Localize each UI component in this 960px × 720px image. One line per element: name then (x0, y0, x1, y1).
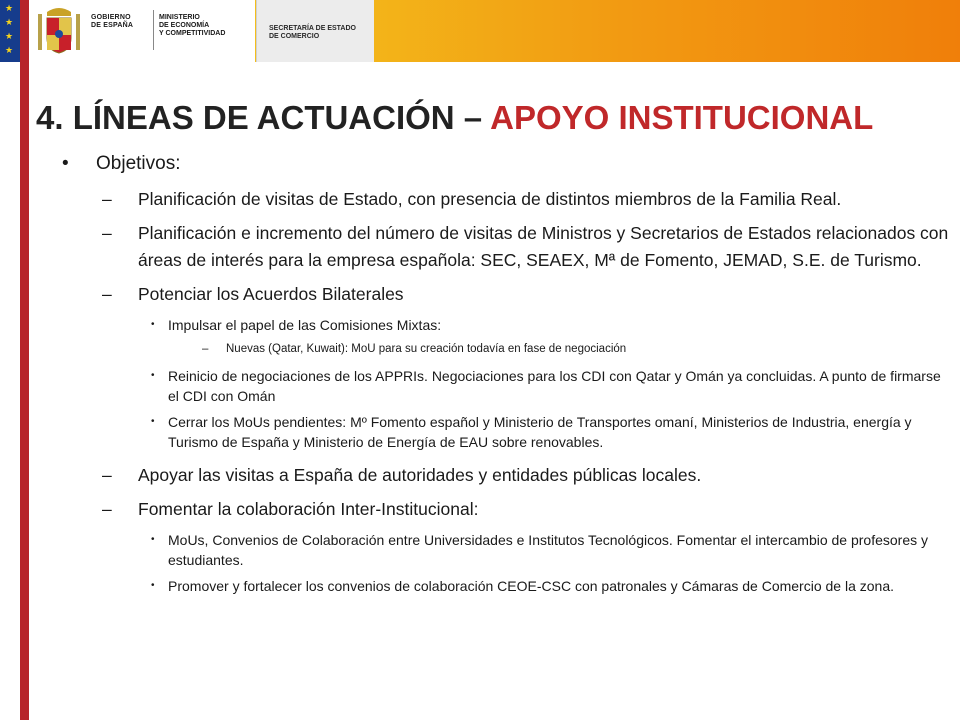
dash-icon: – (102, 499, 112, 519)
dash-icon: – (202, 343, 209, 355)
bullet-icon: • (151, 534, 155, 545)
eu-flag-strip (0, 0, 20, 62)
bullet-icon: • (62, 153, 69, 174)
eu-star-icon: ★ (5, 45, 14, 55)
list-item: • Promover y fortalecer los convenios de colaboración CEOE-CSC con patronales y Cámaras de Comercio de la zona. (151, 578, 895, 594)
eu-star-icon: ★ (5, 31, 14, 41)
list-item: – Fomentar la colaboración Inter-Institucional: (62, 496, 952, 523)
eu-star-icon: ★ (5, 17, 14, 27)
bullet-icon: • (151, 580, 155, 591)
list-item: – Nuevas (Qatar, Kuwait): MoU para su creación todavía en fase de negociación (62, 341, 952, 358)
list-item: • MoUs, Convenios de Colaboración entre Universidades e Institutos Tecnológicos. Fomentar el intercambio de profesores y estudiantes. (151, 532, 929, 568)
list-item: • Reinicio de negociaciones de los APPRIs. Negociaciones para los CDI con Qatar y Omán ya concluidas. A punto de firmarse el CDI con Omán (151, 368, 941, 404)
list-item: • Objetivos: (62, 153, 181, 174)
slide-body (62, 152, 952, 602)
ministry-label: MINISTERIO DE ECONOMÍA Y COMPETITIVIDAD (159, 14, 226, 37)
list-item: – Apoyar las visitas a España de autoridades y entidades públicas locales. (62, 462, 952, 489)
secretariat-label: SECRETARÍA DE ESTADO DE COMERCIO (269, 25, 356, 40)
title-accent: APOYO INSTITUCIONAL (490, 99, 874, 136)
dash-icon: – (102, 189, 112, 209)
list-item: – Planificación e incremento del número de visitas de Ministros y Secretarios de Estados relacionados con áreas de interés para la empresa española: SEC, SEAEX, Mª de Fomento, JEMAD, S.E. de Turismo. (62, 220, 952, 274)
dash-icon: – (102, 465, 112, 485)
eu-star-icon: ★ (5, 3, 14, 13)
list-item: – Potenciar los Acuerdos Bilaterales (62, 281, 952, 308)
government-label: GOBIERNO DE ESPAÑA (91, 14, 134, 29)
dash-icon: – (102, 223, 112, 243)
bullet-icon: • (151, 319, 155, 330)
list-item: • Impulsar el papel de las Comisiones Mixtas: (151, 317, 442, 333)
coat-of-arms-icon (35, 6, 83, 56)
list-item: • Cerrar los MoUs pendientes: Mº Fomento español y Ministerio de Transportes omaní, Ministerios de Industria, energía y Turismo de España y Ministerio de Energía de EAU sobre renovables. (151, 414, 912, 450)
title-prefix: 4. LÍNEAS DE ACTUACIÓN – (36, 99, 491, 136)
logo-divider (153, 10, 154, 50)
dash-icon: – (102, 284, 112, 304)
secretariat-box (256, 0, 374, 62)
bullet-icon: • (151, 370, 155, 381)
list-item: – Planificación de visitas de Estado, con presencia de distintos miembros de la Familia Real. (62, 186, 952, 213)
slide-title (36, 98, 946, 138)
left-red-bar (20, 0, 29, 720)
bullet-icon: • (151, 416, 155, 427)
government-logo (29, 0, 255, 62)
